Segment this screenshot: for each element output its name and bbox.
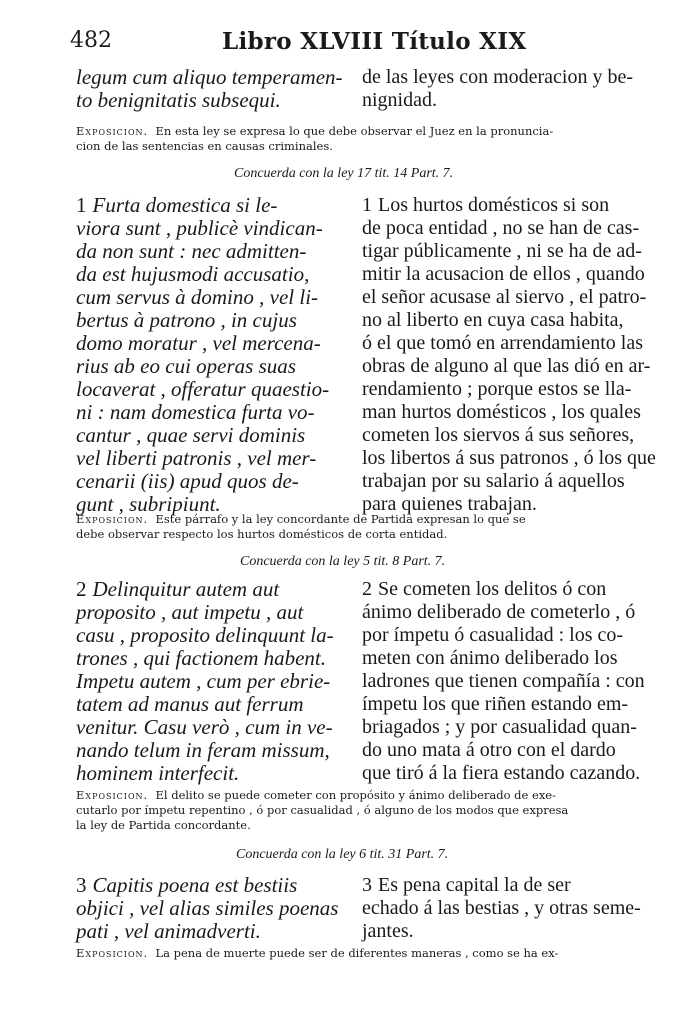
concordance-heading: Concuerda con la ley 17 tit. 14 Part. 7. <box>234 166 454 181</box>
spanish-paragraph-3 <box>362 874 641 943</box>
spanish-line: 1 Los hurtos domésticos si son <box>362 194 610 216</box>
latin-line: tatem ad manus aut ferrum <box>76 692 304 716</box>
note-line: La pena de muerte puede ser de diferentes maneras , como se ha ex- <box>155 946 559 960</box>
latin-line: da est hujusmodi accusatio, <box>76 262 310 286</box>
spanish-paragraph-1 <box>362 194 656 516</box>
paragraph-number: 3 <box>362 874 372 896</box>
spanish-line: cometen los siervos á sus señores, <box>362 424 635 446</box>
latin-line: proposito , aut impetu , aut <box>76 600 304 624</box>
spanish-line: el señor acusase al siervo , el patro- <box>362 286 647 308</box>
latin-line: 1 Furta domestica si le- <box>76 193 278 217</box>
spanish-line: no al liberto en cuya casa habita, <box>362 309 624 331</box>
spanish-line: ímpetu los que riñen estando em- <box>362 693 629 715</box>
spanish-line: mitir la acusacion de ellos , quando <box>362 263 645 285</box>
exposicion-note <box>76 788 568 833</box>
note-line: cutarlo por ímpetu repentino , ó por casualidad , ó alguno de los modos que expresa <box>76 803 569 817</box>
latin-line: pati , vel animadverti. <box>76 919 261 943</box>
latin-line: locaverat , offeratur quaestio- <box>76 377 330 401</box>
latin-line: da non sunt : nec admitten- <box>76 239 307 263</box>
latin-line: legum cum aliquo temperamen- <box>76 65 343 89</box>
latin-line: 2 Delinquitur autem aut <box>76 577 280 601</box>
note-line: El delito se puede cometer con propósito y ánimo deliberado de exe- <box>155 788 556 802</box>
paragraph-number: 1 <box>362 194 372 216</box>
latin-line: venitur. Casu verò , cum in ve- <box>76 715 333 739</box>
latin-line: ni : nam domestica furta vo- <box>76 400 315 424</box>
spanish-line: para quienes trabajan. <box>362 493 537 515</box>
latin-line: nando telum in feram missum, <box>76 738 330 762</box>
latin-line: objici , vel alias similes poenas <box>76 896 339 920</box>
spanish-line: ánimo deliberado de cometerlo , ó <box>362 601 636 623</box>
spanish-line: ó el que tomó en arrendamiento las <box>362 332 644 354</box>
spanish-line: do uno mata á otro con el dardo <box>362 739 616 761</box>
latin-line: cenarii (iis) apud quos de- <box>76 469 299 493</box>
latin-line: cum servus à domino , vel li- <box>76 285 319 309</box>
latin-paragraph-1 <box>76 194 329 516</box>
spanish-column-continued <box>362 66 633 112</box>
latin-line: vel liberti patronis , vel mer- <box>76 446 317 470</box>
exposicion-label: Exposicion. <box>76 124 149 138</box>
note-line: debe observar respecto los hurtos domésticos de corta entidad. <box>76 527 448 541</box>
spanish-line: obras de alguno al que las dió en ar- <box>362 355 651 377</box>
paragraph-number: 2 <box>76 577 87 601</box>
latin-line: bertus à patrono , in cujus <box>76 308 297 332</box>
latin-line: trones , qui factionem habent. <box>76 646 327 670</box>
spanish-line: tigar públicamente , ni se ha de ad- <box>362 240 642 262</box>
concordance-heading: Concuerda con la ley 5 tit. 8 Part. 7. <box>240 554 446 569</box>
latin-line: domo moratur , vel mercena- <box>76 331 321 355</box>
note-line: cion de las sentencias en causas criminales. <box>76 139 333 153</box>
concordance-heading: Concuerda con la ley 6 tit. 31 Part. 7. <box>236 847 449 862</box>
latin-line: casu , proposito delinquunt la- <box>76 623 334 647</box>
latin-line: to benignitatis subsequi. <box>76 88 281 112</box>
spanish-line: 2 Se cometen los delitos ó con <box>362 578 607 600</box>
spanish-line: jantes. <box>362 920 414 942</box>
spanish-line: man hurtos domésticos , los quales <box>362 401 641 423</box>
spanish-line: echado á las bestias , y otras seme- <box>362 897 641 919</box>
exposicion-label: Exposicion. <box>76 946 149 960</box>
spanish-line: briagados ; y por casualidad quan- <box>362 716 637 738</box>
spanish-line: meten con ánimo deliberado los <box>362 647 618 669</box>
spanish-line: de las leyes con moderacion y be- <box>362 66 634 88</box>
latin-line: rius ab eo cui operas suas <box>76 354 296 378</box>
latin-line: hominem interfecit. <box>76 761 240 785</box>
note-line: En esta ley se expresa lo que debe observar el Juez en la pronuncia- <box>155 124 554 138</box>
spanish-line: por ímpetu ó casualidad : los co- <box>362 624 624 646</box>
spanish-line: trabajan por su salario á aquellos <box>362 470 625 492</box>
exposicion-label: Exposicion. <box>76 512 149 526</box>
latin-line: cantur , quae servi dominis <box>76 423 306 447</box>
exposicion-note <box>76 124 553 154</box>
spanish-line: rendamiento ; porque estos se lla- <box>362 378 632 400</box>
paragraph-number: 2 <box>362 578 372 600</box>
spanish-line: los libertos á sus patronos , ó los que <box>362 447 656 469</box>
note-line: Este párrafo y la ley concordante de Partida expresan lo que se <box>155 512 526 526</box>
spanish-paragraph-2 <box>362 578 645 785</box>
note-line: la ley de Partida concordante. <box>76 818 251 832</box>
latin-line: Impetu autem , cum per ebrie- <box>76 669 331 693</box>
spanish-line: ladrones que tienen compañía : con <box>362 670 645 692</box>
spanish-line: de poca entidad , no se han de cas- <box>362 217 640 239</box>
exposicion-note <box>76 512 526 542</box>
latin-paragraph-3 <box>76 874 338 943</box>
latin-line: gunt , subripiunt. <box>76 492 221 516</box>
spanish-line: nignidad. <box>362 89 437 111</box>
spanish-line: que tiró á la fiera estando cazando. <box>362 762 641 784</box>
exposicion-label: Exposicion. <box>76 788 149 802</box>
latin-paragraph-2 <box>76 578 334 785</box>
latin-line: 3 Capitis poena est bestiis <box>76 873 298 897</box>
latin-line: viora sunt , publicè vindican- <box>76 216 323 240</box>
paragraph-number: 1 <box>76 193 87 217</box>
running-title: Libro XLVIII Título XIX <box>222 28 527 55</box>
paragraph-number: 3 <box>76 873 87 897</box>
exposicion-note <box>76 946 558 961</box>
page-number: 482 <box>70 28 112 53</box>
latin-column-continued <box>76 66 343 112</box>
spanish-line: 3 Es pena capital la de ser <box>362 874 571 896</box>
